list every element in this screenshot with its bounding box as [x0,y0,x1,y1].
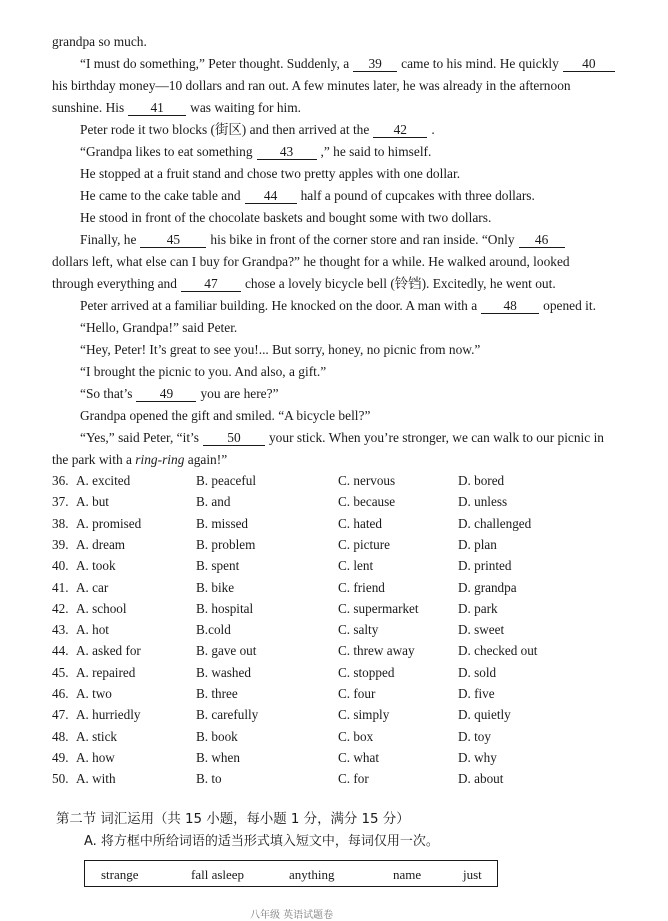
option-c[interactable]: C. because [338,494,396,510]
option-b[interactable]: B. to [196,771,222,787]
option-a[interactable]: A. hurriedly [76,707,141,723]
passage-text: sunshine. His [52,100,125,115]
passage-text: “Yes,” said Peter, “it’s [80,430,199,445]
option-b[interactable]: B. problem [196,536,256,552]
option-a[interactable]: A. with [76,771,116,787]
option-d[interactable]: D. checked out [458,643,538,659]
answer-blank-48[interactable]: 48 [481,298,539,314]
question-number: 38. [52,515,69,531]
option-d[interactable]: D. why [458,749,497,765]
passage-text: your stick. When you’re stronger, we can walk to our picnic in [268,430,604,445]
option-a[interactable]: A. repaired [76,664,136,680]
passage-line [80,407,648,424]
question-number: 46. [52,686,69,701]
question-number: 45. [52,664,69,680]
option-c[interactable]: C. nervous [338,473,396,488]
question-number: 37. [52,494,69,510]
option-b[interactable]: B.cold [196,622,231,638]
answer-blank-43[interactable]: 43 [257,144,317,160]
passage-line [80,319,648,336]
passage-text: Peter rode it two blocks (街区) and then arrived at the [80,122,370,137]
passage-text: came to his mind. He quickly [401,56,559,71]
question-number: 47. [52,707,69,723]
option-c[interactable]: C. hated [338,515,382,531]
option-a[interactable]: A. two [76,686,112,701]
passage-text: He came to the cake table and [80,188,241,203]
section-instruction: A. 将方框中所给词语的适当形式填入短文中，每词仅用一次。 [84,834,439,849]
option-a[interactable]: A. excited [76,473,131,488]
question-number: 41. [52,579,69,595]
question-number: 44. [52,643,69,659]
passage-text: “Hello, Grandpa!” said Peter. [80,320,238,335]
word-bank-item: anything [289,867,335,882]
option-b[interactable]: B. book [196,728,238,744]
option-c[interactable]: C. salty [338,622,379,638]
option-c[interactable]: C. lent [338,558,374,574]
passage-line [80,55,648,72]
option-c[interactable]: C. stopped [338,664,395,680]
passage-line [80,121,648,138]
answer-blank-44[interactable]: 44 [245,188,297,204]
option-d[interactable]: D. toy [458,728,491,744]
option-d[interactable]: D. grandpa [458,579,517,595]
question-number: 49. [52,749,69,765]
option-d[interactable]: D. printed [458,558,512,574]
option-c[interactable]: C. simply [338,707,390,723]
question-number: 43. [52,622,69,638]
passage-text: his birthday money—10 dollars and ran out. A few minutes later, he was already in the afternoon [52,78,571,93]
passage-text: “I brought the picnic to you. And also, a gift.” [80,364,327,379]
passage-text: again!” [184,452,228,467]
passage-text: “So that’s [80,386,133,401]
option-d[interactable]: D. bored [458,473,505,488]
option-b[interactable]: B. missed [196,515,249,531]
option-d[interactable]: D. challenged [458,515,532,531]
option-c[interactable]: C. four [338,686,376,701]
word-bank-item: fall asleep [191,867,245,882]
question-number: 40. [52,558,69,574]
option-c[interactable]: C. friend [338,579,385,595]
option-b[interactable]: B. gave out [196,643,257,659]
option-b[interactable]: B. and [196,494,231,510]
passage-line [52,99,648,116]
option-d[interactable]: D. sold [458,664,497,680]
word-bank-box [84,860,498,887]
passage-text: grandpa so much. [52,34,147,49]
option-b[interactable]: B. bike [196,579,235,595]
answer-blank-50[interactable]: 50 [203,430,265,446]
passage-text: opened it. [543,298,596,313]
word-bank-item: strange [101,867,139,882]
passage-text: “Hey, Peter! It’s great to see you!... But sorry, honey, no picnic from now.” [80,342,481,357]
option-a[interactable]: A. car [76,579,109,595]
option-a[interactable]: A. took [76,558,116,574]
option-d[interactable]: D. park [458,600,498,616]
passage-text: Finally, he [80,232,137,247]
passage-line [80,341,648,358]
option-c[interactable]: C. what [338,749,380,765]
question-number: 36. [52,473,69,488]
option-c[interactable]: C. picture [338,536,391,552]
answer-blank-45[interactable]: 45 [140,232,206,248]
answer-blank-41[interactable]: 41 [128,100,186,116]
answer-blank-46[interactable]: 46 [519,232,565,248]
option-b[interactable]: B. spent [196,558,240,574]
option-d[interactable]: D. quietly [458,707,511,723]
passage-text: chose a lovely bicycle bell (铃铛). Excitedly, he went out. [244,276,556,291]
passage-text: through everything and [52,276,177,291]
option-b[interactable]: B. peaceful [196,473,257,488]
option-a[interactable]: A. hot [76,622,109,638]
passage-text: He stopped at a fruit stand and chose two pretty apples with one dollar. [80,166,461,181]
answer-blank-40[interactable]: 40 [563,56,615,72]
option-a[interactable]: A. school [76,600,127,616]
page-footer: 八年级 英语试题卷 [250,910,334,921]
answer-blank-49[interactable]: 49 [136,386,196,402]
question-number: 48. [52,728,69,744]
option-b[interactable]: B. carefully [196,707,259,723]
passage-line [80,363,648,380]
section-title: 第二节 词汇运用（共 15 小题，每小题 1 分，满分 15 分） [56,812,410,827]
option-d[interactable]: D. plan [458,536,497,552]
option-a[interactable]: A. asked for [76,643,141,659]
passage-line [80,231,648,248]
answer-blank-39[interactable]: 39 [353,56,397,72]
word-bank-item: just [463,867,482,882]
passage-line [80,187,648,204]
answer-blank-42[interactable]: 42 [373,122,427,138]
option-d[interactable]: D. five [458,686,495,701]
passage-line [52,451,648,468]
option-b[interactable]: B. three [196,686,238,701]
answer-blank-47[interactable]: 47 [181,276,241,292]
passage-text: Peter arrived at a familiar building. He knocked on the door. A man with a [80,298,478,313]
word-bank-item: name [393,867,422,882]
passage-line [52,77,648,94]
passage-text: . [431,122,435,137]
passage-text: “Grandpa likes to eat something [80,144,253,159]
option-a[interactable]: A. stick [76,728,118,744]
option-d[interactable]: D. sweet [458,622,505,638]
passage-line [80,143,648,160]
option-c[interactable]: C. for [338,771,369,787]
passage-text: “I must do something,” Peter thought. Suddenly, a [80,56,350,71]
question-number: 50. [52,771,69,787]
passage-text: the park with a [52,452,136,467]
passage-line [80,385,648,402]
passage-text: dollars left, what else can I buy for Grandpa?” he thought for a while. He walked around, looked [52,254,570,269]
passage-line [80,165,648,182]
passage-text: you are here?” [200,386,279,401]
passage-line [80,297,648,314]
option-a[interactable]: A. dream [76,536,126,552]
option-a[interactable]: A. how [76,749,115,765]
option-a[interactable]: A. but [76,494,109,510]
passage-text: Grandpa opened the gift and smiled. “A bicycle bell?” [80,408,371,423]
question-number: 42. [52,600,69,616]
option-d[interactable]: D. unless [458,494,508,510]
passage-line [52,33,648,50]
passage-text: ,” he said to himself. [320,144,432,159]
option-c[interactable]: C. box [338,728,374,744]
option-b[interactable]: B. washed [196,664,251,680]
passage-line [80,209,648,226]
passage-text: his bike in front of the corner store and ran inside. “Only [210,232,515,247]
passage-line [80,429,648,446]
option-d[interactable]: D. about [458,771,504,787]
passage-text: was waiting for him. [190,100,301,115]
option-c[interactable]: C. supermarket [338,600,419,616]
option-a[interactable]: A. promised [76,515,142,531]
passage-italic-text: ring-ring [135,452,185,467]
passage-text: half a pound of cupcakes with three dollars. [300,188,535,203]
option-b[interactable]: B. when [196,749,240,765]
passage-text: He stood in front of the chocolate baskets and bought some with two dollars. [80,210,492,225]
option-b[interactable]: B. hospital [196,600,254,616]
question-number: 39. [52,536,69,552]
option-c[interactable]: C. threw away [338,643,415,659]
passage-line [52,275,648,292]
passage-line [52,253,648,270]
